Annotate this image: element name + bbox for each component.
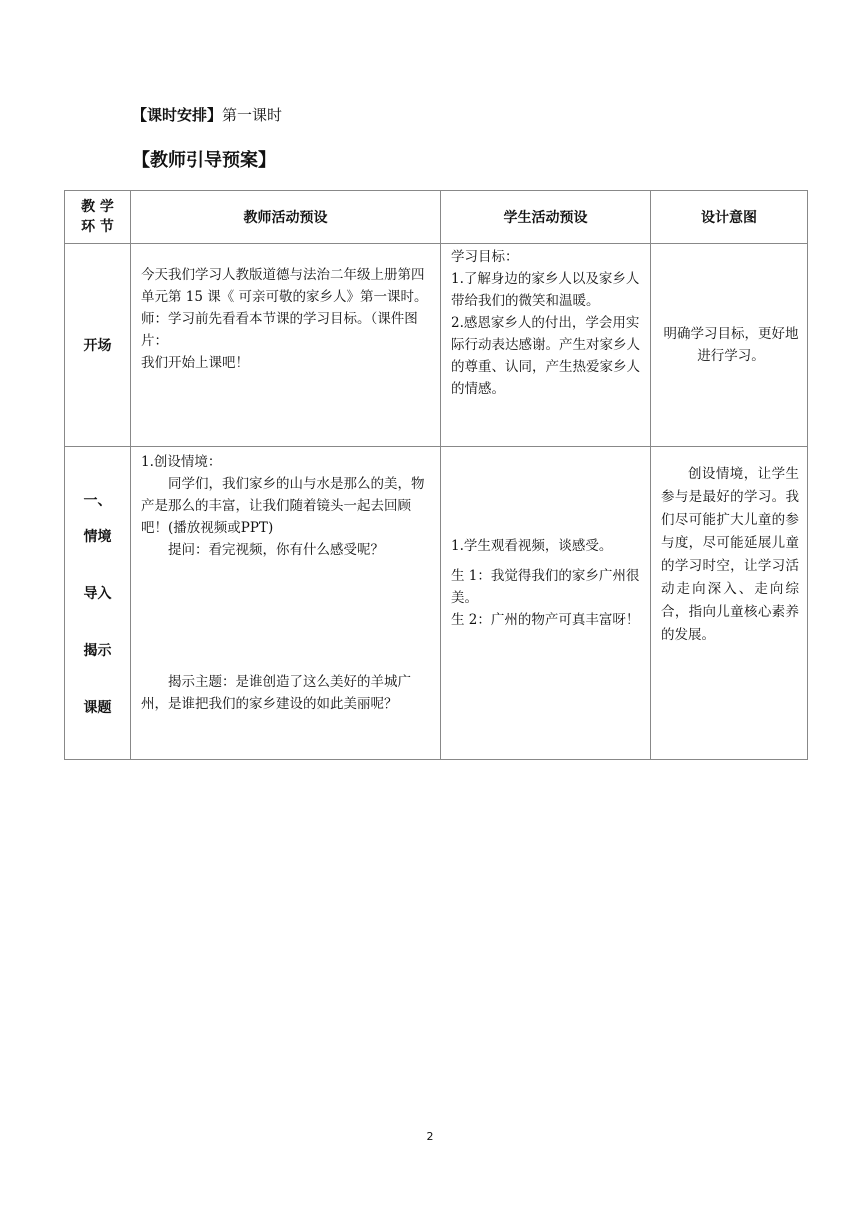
row2-student-line3: 生 2：广州的物产可真丰富呀！ [451,612,640,628]
row2-stage-line1: 一、 [83,493,112,509]
header-stage [65,191,131,244]
row1-teacher-text: 今天我们学习人教版道德与法治二年级上册第四单元第 15 课《 可亲可敬的家乡人》第一课时。师：学习前先看看本节课的学习目标。（课件图片： 我们开始上课吧！ [141,267,428,371]
row2-teacher-item1: 1.创设情境： [141,454,222,470]
row2-teacher-p1: 同学们，我们家乡的山与水是那么的美，物产是那么的丰富，让我们随着镜头一起去回顾吧！(播放视频或PPT) [141,476,425,536]
row1-student-line1: 学习目标： [451,249,519,265]
lesson-schedule [132,104,282,125]
header-stage-line2: 环 节 [81,219,114,235]
row2-teacher [131,447,441,760]
row2-stage-line5: 课题 [83,700,112,716]
header-design: 设计意图 [651,191,808,244]
row2-design [651,447,808,760]
row2-stage [65,447,131,760]
row2-stage-line4: 揭示 [83,643,112,659]
row2-teacher-p2: 提问：看完视频，你有什么感受呢？ [168,542,384,558]
schedule-label: 【课时安排】 [132,106,223,124]
row2-student-line1: 1.学生观看视频，谈感受。 [451,538,613,554]
lesson-plan-table [64,190,808,760]
row2-teacher-p3: 揭示主题：是谁创造了这么美好的羊城广州，是谁把我们的家乡建设的如此美丽呢？ [141,674,411,712]
row2-stage-line3: 导入 [83,586,112,602]
row1-student [441,244,651,447]
row2-student-line2: 生 1：我觉得我们的家乡广州很美。 [451,568,640,606]
row1-stage-label: 开场 [83,338,112,354]
row2-design-text: 创设情境，让学生参与是最好的学习。我们尽可能扩大儿童的参与度，尽可能延展儿童的学习时空，让学习活动走向深入、走向综合，指向儿童核心素养的发展。 [661,466,799,643]
table-row [65,244,808,447]
header-teacher: 教师活动预设 [131,191,441,244]
row1-stage [65,244,131,447]
row1-teacher [131,244,441,447]
table-header-row [65,191,808,244]
header-student: 学生活动预设 [441,191,651,244]
section-heading: 【教师引导预案】 [132,150,276,171]
table-row [65,447,808,760]
row1-student-line3: 2.感恩家乡人的付出，学会用实际行动表达感谢。产生对家乡人的尊重、认同，产生热爱家乡人的情感。 [451,315,640,397]
row1-design-text: 明确学习目标，更好地进行学习。 [663,326,799,364]
header-stage-line1: 教 学 [81,199,114,215]
row1-student-line2: 1.了解身边的家乡人以及家乡人带给我们的微笑和温暖。 [451,271,640,309]
schedule-value: 第一课时 [222,106,283,124]
row2-stage-line2: 情境 [83,529,112,545]
row2-student [441,447,651,760]
row1-design [651,244,808,447]
page-number: 2 [426,1130,434,1143]
